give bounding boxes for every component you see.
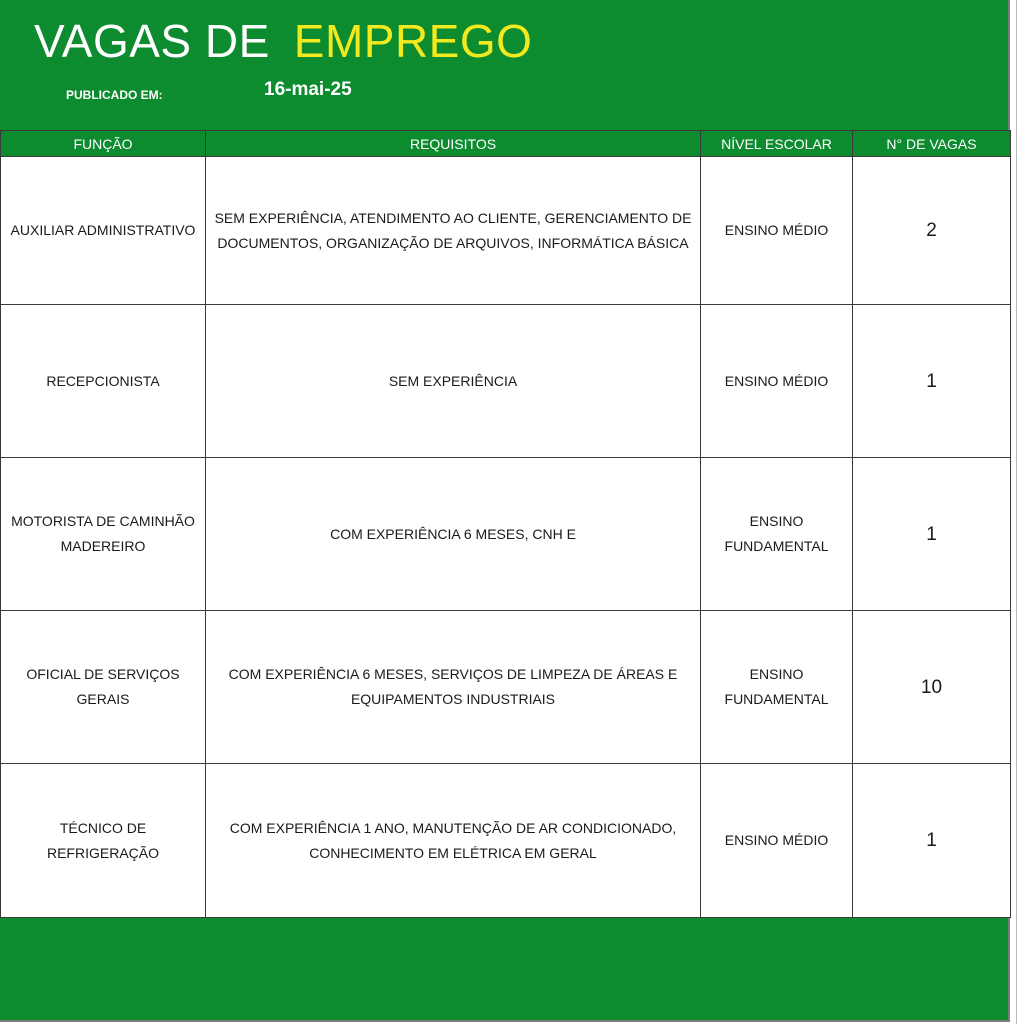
cell-funcao: RECEPCIONISTA bbox=[1, 305, 206, 458]
table-row bbox=[1, 157, 1011, 305]
title-part-1: VAGAS DE bbox=[34, 15, 270, 67]
cell-funcao: OFICIAL DE SERVIÇOS GERAIS bbox=[1, 611, 206, 764]
cell-nivel-escolar: ENSINO MÉDIO bbox=[701, 764, 853, 918]
cell-numero-vagas: 10 bbox=[853, 611, 1011, 764]
cell-numero-vagas: 1 bbox=[853, 458, 1011, 611]
cell-numero-vagas: 2 bbox=[853, 157, 1011, 305]
cell-requisitos: SEM EXPERIÊNCIA bbox=[206, 305, 701, 458]
cell-nivel-escolar: ENSINO FUNDAMENTAL bbox=[701, 611, 853, 764]
column-header-nivel-escolar: NÍVEL ESCOLAR bbox=[701, 131, 853, 157]
published-label: PUBLICADO EM: bbox=[66, 88, 163, 102]
cell-nivel-escolar: ENSINO FUNDAMENTAL bbox=[701, 458, 853, 611]
cell-requisitos: SEM EXPERIÊNCIA, ATENDIMENTO AO CLIENTE, GERENCIAMENTO DE DOCUMENTOS, ORGANIZAÇÃO DE ARQUIVOS, INFORMÁTICA BÁSICA bbox=[206, 157, 701, 305]
cell-numero-vagas: 1 bbox=[853, 764, 1011, 918]
table-header-row bbox=[1, 131, 1011, 157]
cell-numero-vagas: 1 bbox=[853, 305, 1011, 458]
cell-requisitos: COM EXPERIÊNCIA 6 MESES, CNH E bbox=[206, 458, 701, 611]
cell-funcao: TÉCNICO DE REFRIGERAÇÃO bbox=[1, 764, 206, 918]
cell-requisitos: COM EXPERIÊNCIA 1 ANO, MANUTENÇÃO DE AR CONDICIONADO, CONHECIMENTO EM ELÉTRICA EM GERAL bbox=[206, 764, 701, 918]
cell-funcao: MOTORISTA DE CAMINHÃO MADEREIRO bbox=[1, 458, 206, 611]
table-row bbox=[1, 611, 1011, 764]
title-part-2-highlight: EMPREGO bbox=[293, 15, 533, 67]
jobs-table bbox=[0, 130, 1011, 918]
page-margin-strip bbox=[1012, 0, 1024, 1024]
cell-requisitos: COM EXPERIÊNCIA 6 MESES, SERVIÇOS DE LIMPEZA DE ÁREAS E EQUIPAMENTOS INDUSTRIAIS bbox=[206, 611, 701, 764]
cell-nivel-escolar: ENSINO MÉDIO bbox=[701, 305, 853, 458]
column-header-numero-vagas: N° DE VAGAS bbox=[853, 131, 1011, 157]
margin-divider bbox=[1016, 0, 1017, 1024]
page-title bbox=[34, 14, 532, 68]
column-header-funcao: FUNÇÃO bbox=[1, 131, 206, 157]
cell-nivel-escolar: ENSINO MÉDIO bbox=[701, 157, 853, 305]
published-date: 16-mai-25 bbox=[264, 79, 352, 100]
column-header-requisitos: REQUISITOS bbox=[206, 131, 701, 157]
table-row bbox=[1, 764, 1011, 918]
cell-funcao: AUXILIAR ADMINISTRATIVO bbox=[1, 157, 206, 305]
table-row bbox=[1, 305, 1011, 458]
table-row bbox=[1, 458, 1011, 611]
